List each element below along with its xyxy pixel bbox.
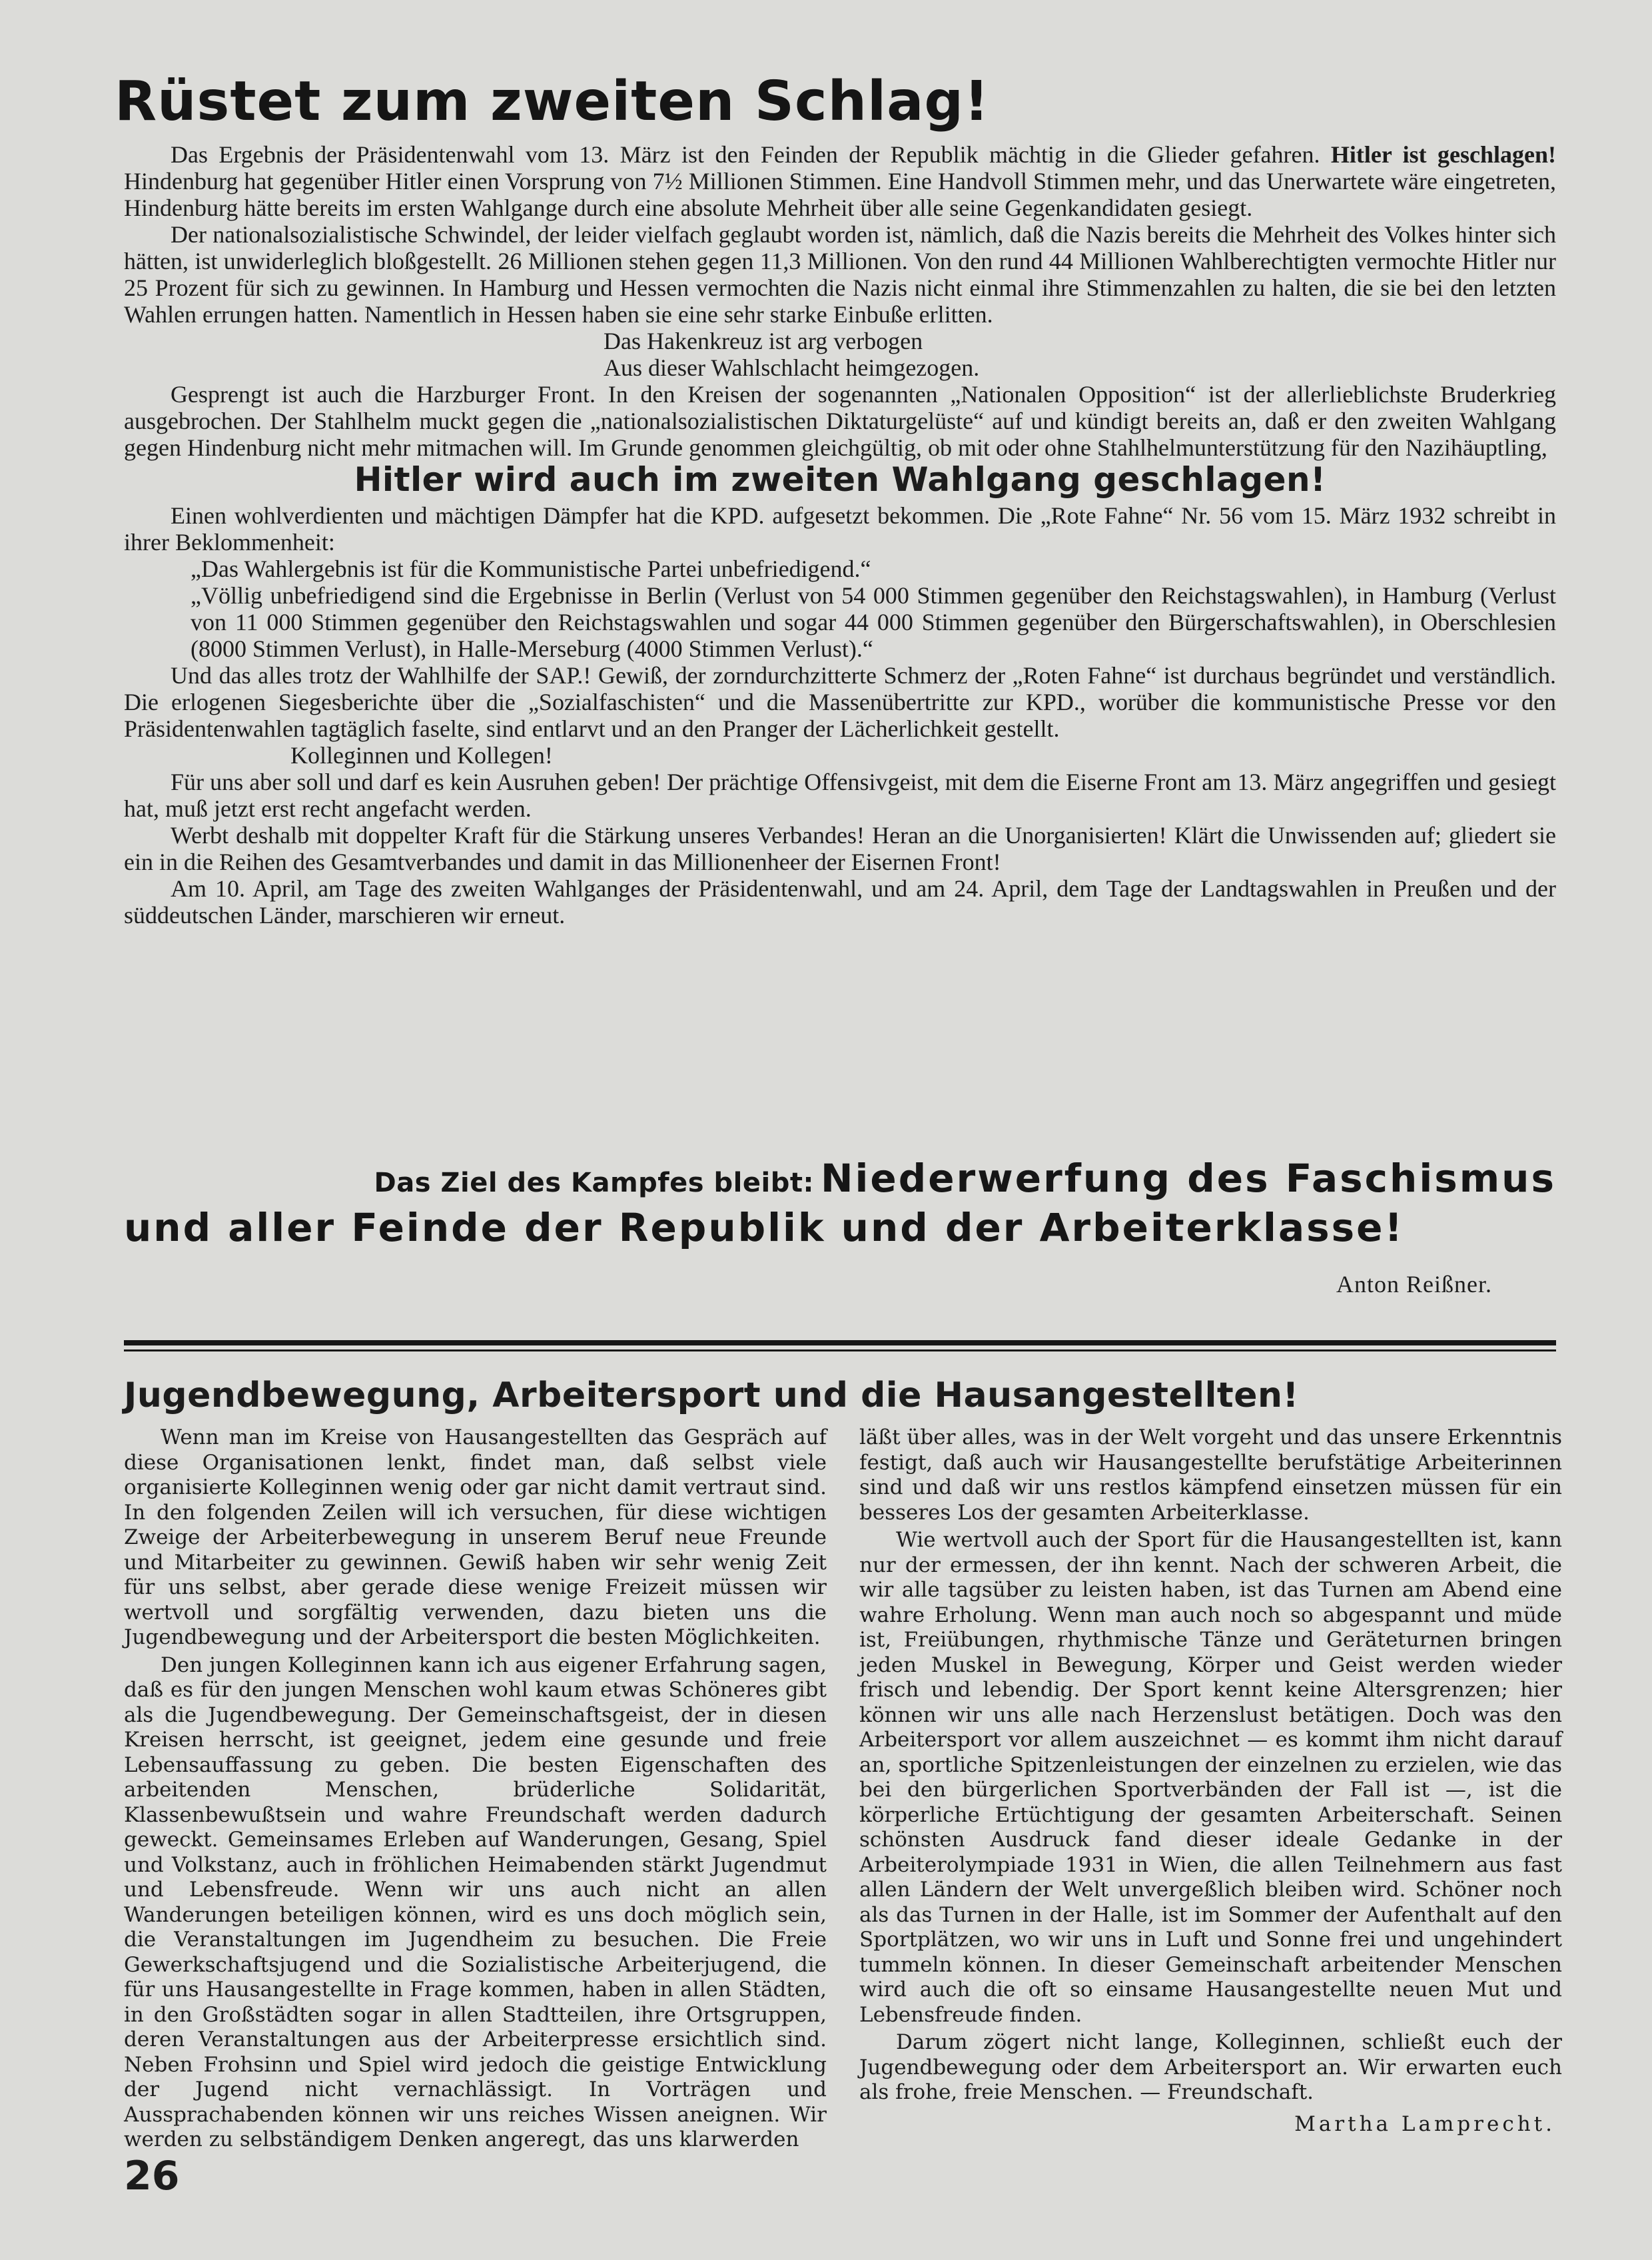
quote-line: „Das Wahlergebnis ist für die Kommunistische Partei unbefriedigend.“ <box>191 556 871 582</box>
text-column-left <box>124 1425 827 2153</box>
text-column-right <box>859 1425 1562 2137</box>
page-number: 26 <box>124 2153 180 2199</box>
paragraph: Darum zögert nicht lange, Kolleginnen, schließt euch der Jugendbewegung oder dem Arbeitersport an. Wir erwarten euch als frohe, freie Menschen. — Freundschaft. <box>859 2030 1562 2104</box>
divider-rule <box>124 1340 1556 1345</box>
slogan-big: Niederwerfung des Faschismus <box>820 1156 1556 1201</box>
section-heading: Hitler wird auch im zweiten Wahlgang geschlagen! <box>354 460 1326 499</box>
paragraph <box>124 141 1556 221</box>
divider-rule <box>124 1349 1556 1351</box>
slogan-big: und aller Feinde der Republik und der Arbeiterklasse! <box>124 1205 1404 1250</box>
paragraph: Den jungen Kolleginnen kann ich aus eigener Erfahrung sagen, daß es für den jungen Menschen wohl kaum etwas Schöneres gibt als die Jugendbewegung. Der Gemeinschaftsgeist, der in diesen Kreisen herrscht, ist geeignet, jedem eine gesunde und freie Lebensauffassung zu geben. Die besten Eigenschaften des arbeitenden Menschen, brüderliche Solidarität, Klassenbewußtsein und wahre Freundschaft werden dadurch geweckt. Gemeinsames Erleben auf Wanderungen, Gesang, Spiel und Volkstanz, auch in fröhlichen Heimabenden stärkt Jugendmut und Lebensfreude. Wenn wir uns auch nicht an allen Wanderungen beteiligen können, wird es uns doch möglich sein, die Veranstaltungen im Jugendheim zu besuchen. Die Freie Gewerkschaftsjugend und die Sozialistische Arbeiterjugend, die für uns Hausangestellte in Frage kommen, haben in allen Städten, in den Großstädten sogar in allen Stadtteilen, ihre Ortsgruppen, deren Veranstaltungen aus der Arbeiterpresse ersichtlich sind. Neben Frohsinn und Spiel wird jedoch die geistige Entwicklung der Jugend nicht vernachlässigt. In Vorträgen und Aussprachabenden können wir uns reiches Wissen aneignen. Wir werden zu selbständigem Denken angeregt, das uns klarwerden <box>124 1653 827 2151</box>
article-body <box>124 141 1556 929</box>
verse-line: Aus dieser Wahlschlacht heimgezogen. <box>604 354 980 381</box>
paragraph: Werbt deshalb mit doppelter Kraft für die Stärkung unseres Verbandes! Heran an die Unorganisierten! Klärt die Unwissenden auf; gliedert sie ein in die Reihen des Gesamtverbandes und damit in das Millionenheer der Eisernen Front! <box>124 822 1556 875</box>
paragraph: Wenn man im Kreise von Hausangestellten das Gespräch auf diese Organisationen lenkt, findet man, daß selbst viele organisierte Kolleginnen wenig oder gar nicht damit vertraut sind. In den folgenden Zeilen will ich versuchen, für diese wichtigen Zweige der Arbeiterbewegung in unserem Beruf neue Freunde und Mitarbeiter zu gewinnen. Gewiß haben wir sehr wenig Zeit für uns selbst, aber gerade diese wenige Freizeit müssen wir wertvoll und sorgfältig verwenden, dazu bieten uns die Jugendbewegung und der Arbeitersport die besten Möglichkeiten. <box>124 1425 827 1649</box>
paragraph: Und das alles trotz der Wahlhilfe der SAP.! Gewiß, der zorndurchzitterte Schmerz der „Roten Fahne“ ist durchaus begründet und verständlich. Die erlogenen Siegesberichte über die „Sozialfaschisten“ und die Massenübertritte zur KPD., worüber die kommunistische Presse vor den Präsidentenwahlen tagtäglich faselte, sind entlarvt und an den Pranger der Lächerlichkeit gestellt. <box>124 662 1556 742</box>
article-title: Rüstet zum zweiten Schlag! <box>115 70 990 133</box>
paragraph: Wie wertvoll auch der Sport für die Hausangestellten ist, kann nur der ermessen, der ihn kennt. Nach der schweren Arbeit, die wir alle tagsüber zu leisten haben, ist das Turnen am Abend eine wahre Erholung. Wenn man auch noch so abgespannt und müde ist, Freiübungen, rhythmische Tänze und Geräteturnen bringen jeden Muskel in Bewegung, Körper und Geist werden wieder frisch und lebendig. Der Sport kennt keine Altersgrenzen; hier können wir uns alle nach Herzenslust betätigen. Doch was den Arbeitersport vor allem auszeichnet — es kommt ihm nicht darauf an, sportliche Spitzenleistungen der einzelnen zu erzielen, wie das bei den bürgerlichen Sportverbänden der Fall ist —, ist die körperliche Ertüchtigung der gesamten Arbeiterschaft. Seinen schönsten Ausdruck fand dieser ideale Gedanke in der Arbeiterolympiade 1931 in Wien, die allen Teilnehmern aus fast allen Ländern der Welt unvergeßlich bleiben wird. Schöner noch als das Turnen in der Halle, ist im Sommer der Aufenthalt auf den Sportplätzen, wo wir uns in Luft und Sonne frei und ungehindert tummeln können. In dieser Gemeinschaft arbeitender Menschen wird auch die oft so einsame Hausangestellte neuen Mut und Lebensfreude finden. <box>859 1528 1562 2027</box>
article-title: Jugendbewegung, Arbeitersport und die Hausangestellten! <box>124 1375 1299 1415</box>
paragraph: Am 10. April, am Tage des zweiten Wahlganges der Präsidentenwahl, und am 24. April, dem Tage der Landtagswahlen in Preußen und der süddeutschen Länder, marschieren wir erneut. <box>124 875 1556 929</box>
slogan-lead: Das Ziel des Kampfes bleibt: <box>374 1168 814 1198</box>
paragraph: Gesprengt ist auch die Harzburger Front. In den Kreisen der sogenannten „Nationalen Opposition“ ist der allerlieblichste Bruderkrieg ausgebrochen. Der Stahlhelm muckt gegen die „nationalsozialistischen Diktaturgelüste“ auf und kündigt bereits an, daß er den zweiten Wahlgang gegen Hindenburg nicht mehr mitmachen will. Im Grunde genommen gleichgültig, ob mit oder ohne Stahlhelmunterstützung für den Nazihäuptling, <box>124 381 1556 461</box>
paragraph: läßt über alles, was in der Welt vorgeht und das unsere Erkenntnis festigt, daß auch wir Hausangestellte berufstätige Arbeiterinnen sind und daß wir uns restlos kämpfend einsetzen müssen für ein besseres Los der gesamten Arbeiterklasse. <box>859 1425 1562 1525</box>
paragraph: Einen wohlverdienten und mächtigen Dämpfer hat die KPD. aufgesetzt bekommen. Die „Rote Fahne“ Nr. 56 vom 15. März 1932 schreibt in ihrer Beklommenheit: <box>124 502 1556 556</box>
quote-paragraph: „Völlig unbefriedigend sind die Ergebnisse in Berlin (Verlust von 54 000 Stimmen gegenüber den Reichstagswahlen), in Hamburg (Verlust von 11 000 Stimmen gegenüber den Reichstagswahlen und sogar 44 000 Stimmen gegenüber den Bürgerschaftswahlen), in Oberschlesien (8000 Stimmen Verlust), in Halle-Merseburg (4000 Stimmen Verlust).“ <box>191 582 1556 662</box>
closing-slogan <box>124 1156 1556 1250</box>
paragraph-text: Das Ergebnis der Präsidentenwahl vom 13. März ist den Feinden der Republik mächtig in die Glieder gefahren. <box>171 141 1320 168</box>
author-signature: Anton Reißner. <box>1336 1271 1492 1298</box>
emphasis-text: Hitler ist geschlagen! <box>1330 141 1557 168</box>
paragraph: Für uns aber soll und darf es kein Ausruhen geben! Der prächtige Offensivgeist, mit dem die Eiserne Front am 13. März angegriffen und gesiegt hat, muß jetzt erst recht angefacht werden. <box>124 769 1556 822</box>
paragraph-text: Hindenburg hat gegenüber Hitler einen Vorsprung von 7½ Millionen Stimmen. Eine Handvoll Stimmen mehr, und das Unerwartete wäre eingetreten, Hindenburg hätte bereits im ersten Wahlgange durch eine absolute Mehrheit über alle seine Gegenkandidaten gesiegt. <box>124 168 1556 221</box>
salutation: Kolleginnen und Kollegen! <box>290 742 553 769</box>
author-signature: Martha Lamprecht. <box>1294 2111 1555 2136</box>
slogan-line <box>124 1156 1556 1201</box>
paragraph: Der nationalsozialistische Schwindel, der leider vielfach geglaubt worden ist, nämlich, daß die Nazis bereits die Mehrheit des Volkes hinter sich hätten, ist unwiderleglich bloßgestellt. 26 Millionen stehen gegen 11,3 Millionen. Von den rund 44 Millionen Wahlberechtigten vermochte Hitler nur 25 Prozent für sich zu gewinnen. In Hamburg und Hessen vermochten die Nazis nicht einmal ihre Stimmenzahlen zu halten, die sie bei den letzten Wahlen errungen hatten. Namentlich in Hessen haben sie eine sehr starke Einbuße erlitten. <box>124 221 1556 328</box>
verse-line: Das Hakenkreuz ist arg verbogen <box>604 328 923 354</box>
